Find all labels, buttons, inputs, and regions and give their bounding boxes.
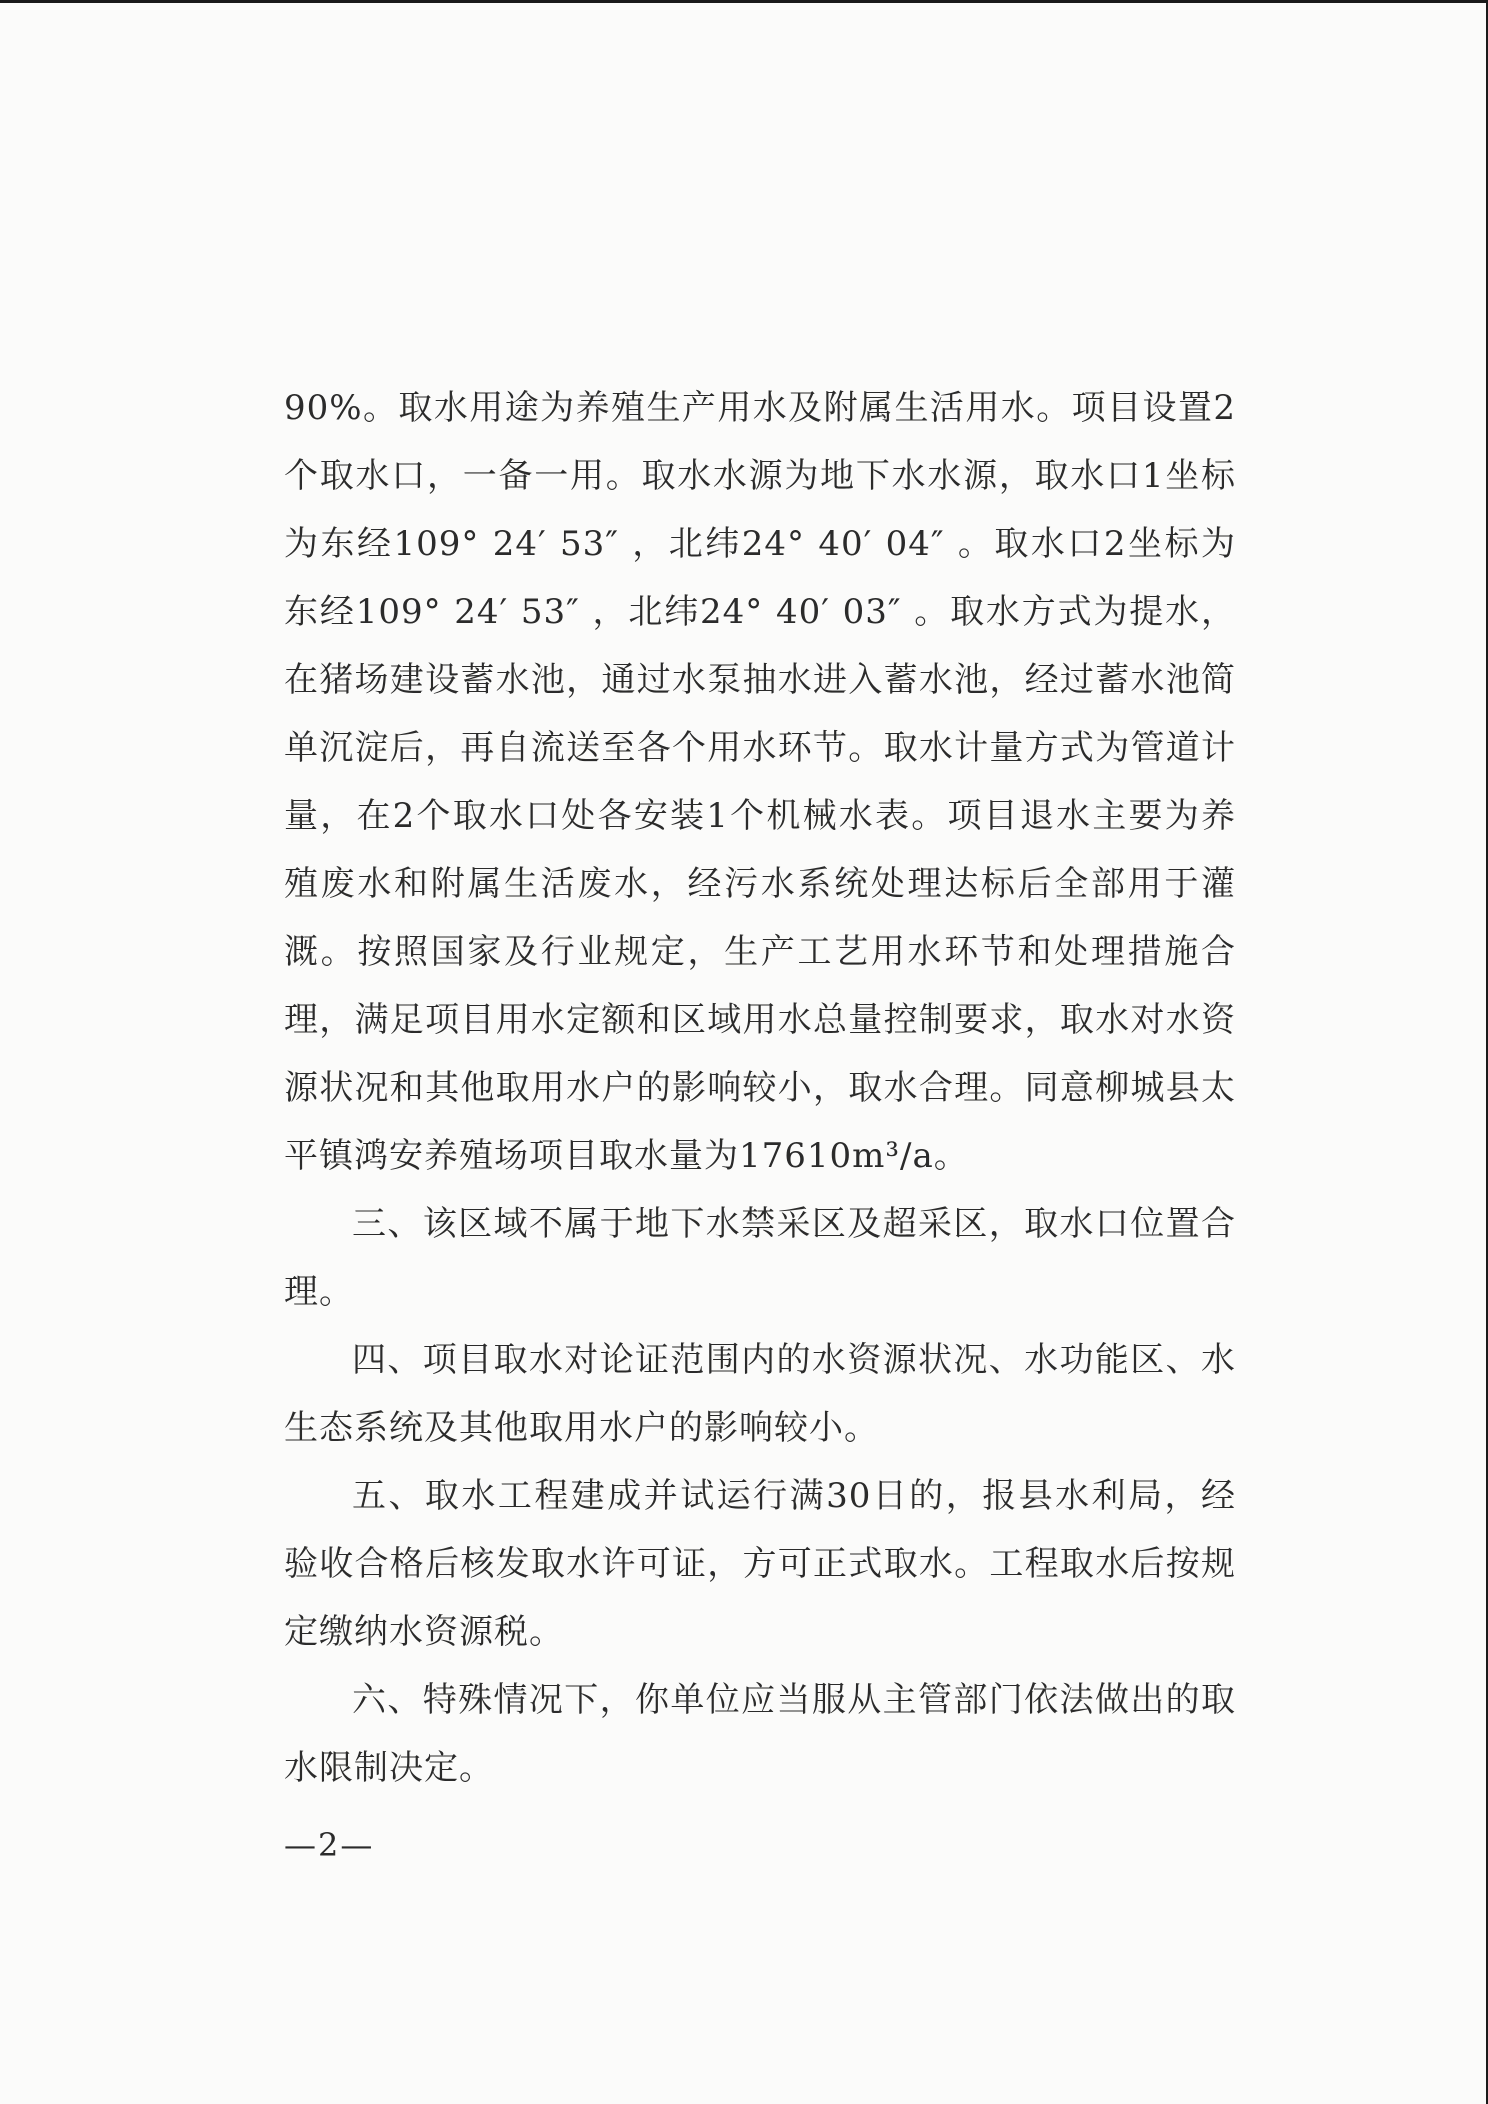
scan-top-edge bbox=[0, 0, 1488, 3]
paragraph-water-intake-details: 90%。取水用途为养殖生产用水及附属生活用水。项目设置2个取水口，一备一用。取水水源为地下水水源，取水口1坐标为东经109° 24′ 53″ ，北纬24° 40′ 04″ 。取水口2坐标为东经109° 24′ 53″ ，北纬24° 40′ 03″ 。取水方式为提水，在猪场建设蓄水池，通过水泵抽水进入蓄水池，经过蓄水池简单沉淀后，再自流送至各个用水环节。取水计量方式为管道计量，在2个取水口处各安装1个机械水表。项目退水主要为养殖废水和附属生活废水，经污水系统处理达标后全部用于灌溉。按照国家及行业规定，生产工艺用水环节和处理措施合理，满足项目用水定额和区域用水总量控制要求，取水对水资源状况和其他取用水户的影响较小，取水合理。同意柳城县太平镇鸿安养殖场项目取水量为17610m³/a。 bbox=[284, 388, 1236, 1176]
paragraph-item-five: 五、取水工程建成并试运行满30日的，报县水利局，经验收合格后核发取水许可证，方可正式取水。工程取水后按规定缴纳水资源税。 bbox=[284, 1476, 1236, 1652]
paragraph-item-three: 三、该区域不属于地下水禁采区及超采区，取水口位置合理。 bbox=[284, 1204, 1236, 1312]
paragraph-item-four: 四、项目取水对论证范围内的水资源状况、水功能区、水生态系统及其他取用水户的影响较小。 bbox=[284, 1340, 1236, 1448]
paragraph-item-six: 六、特殊情况下，你单位应当服从主管部门依法做出的取水限制决定。 bbox=[284, 1680, 1236, 1788]
page-number: —2— bbox=[284, 1826, 375, 1864]
document-body bbox=[284, 374, 1236, 1802]
